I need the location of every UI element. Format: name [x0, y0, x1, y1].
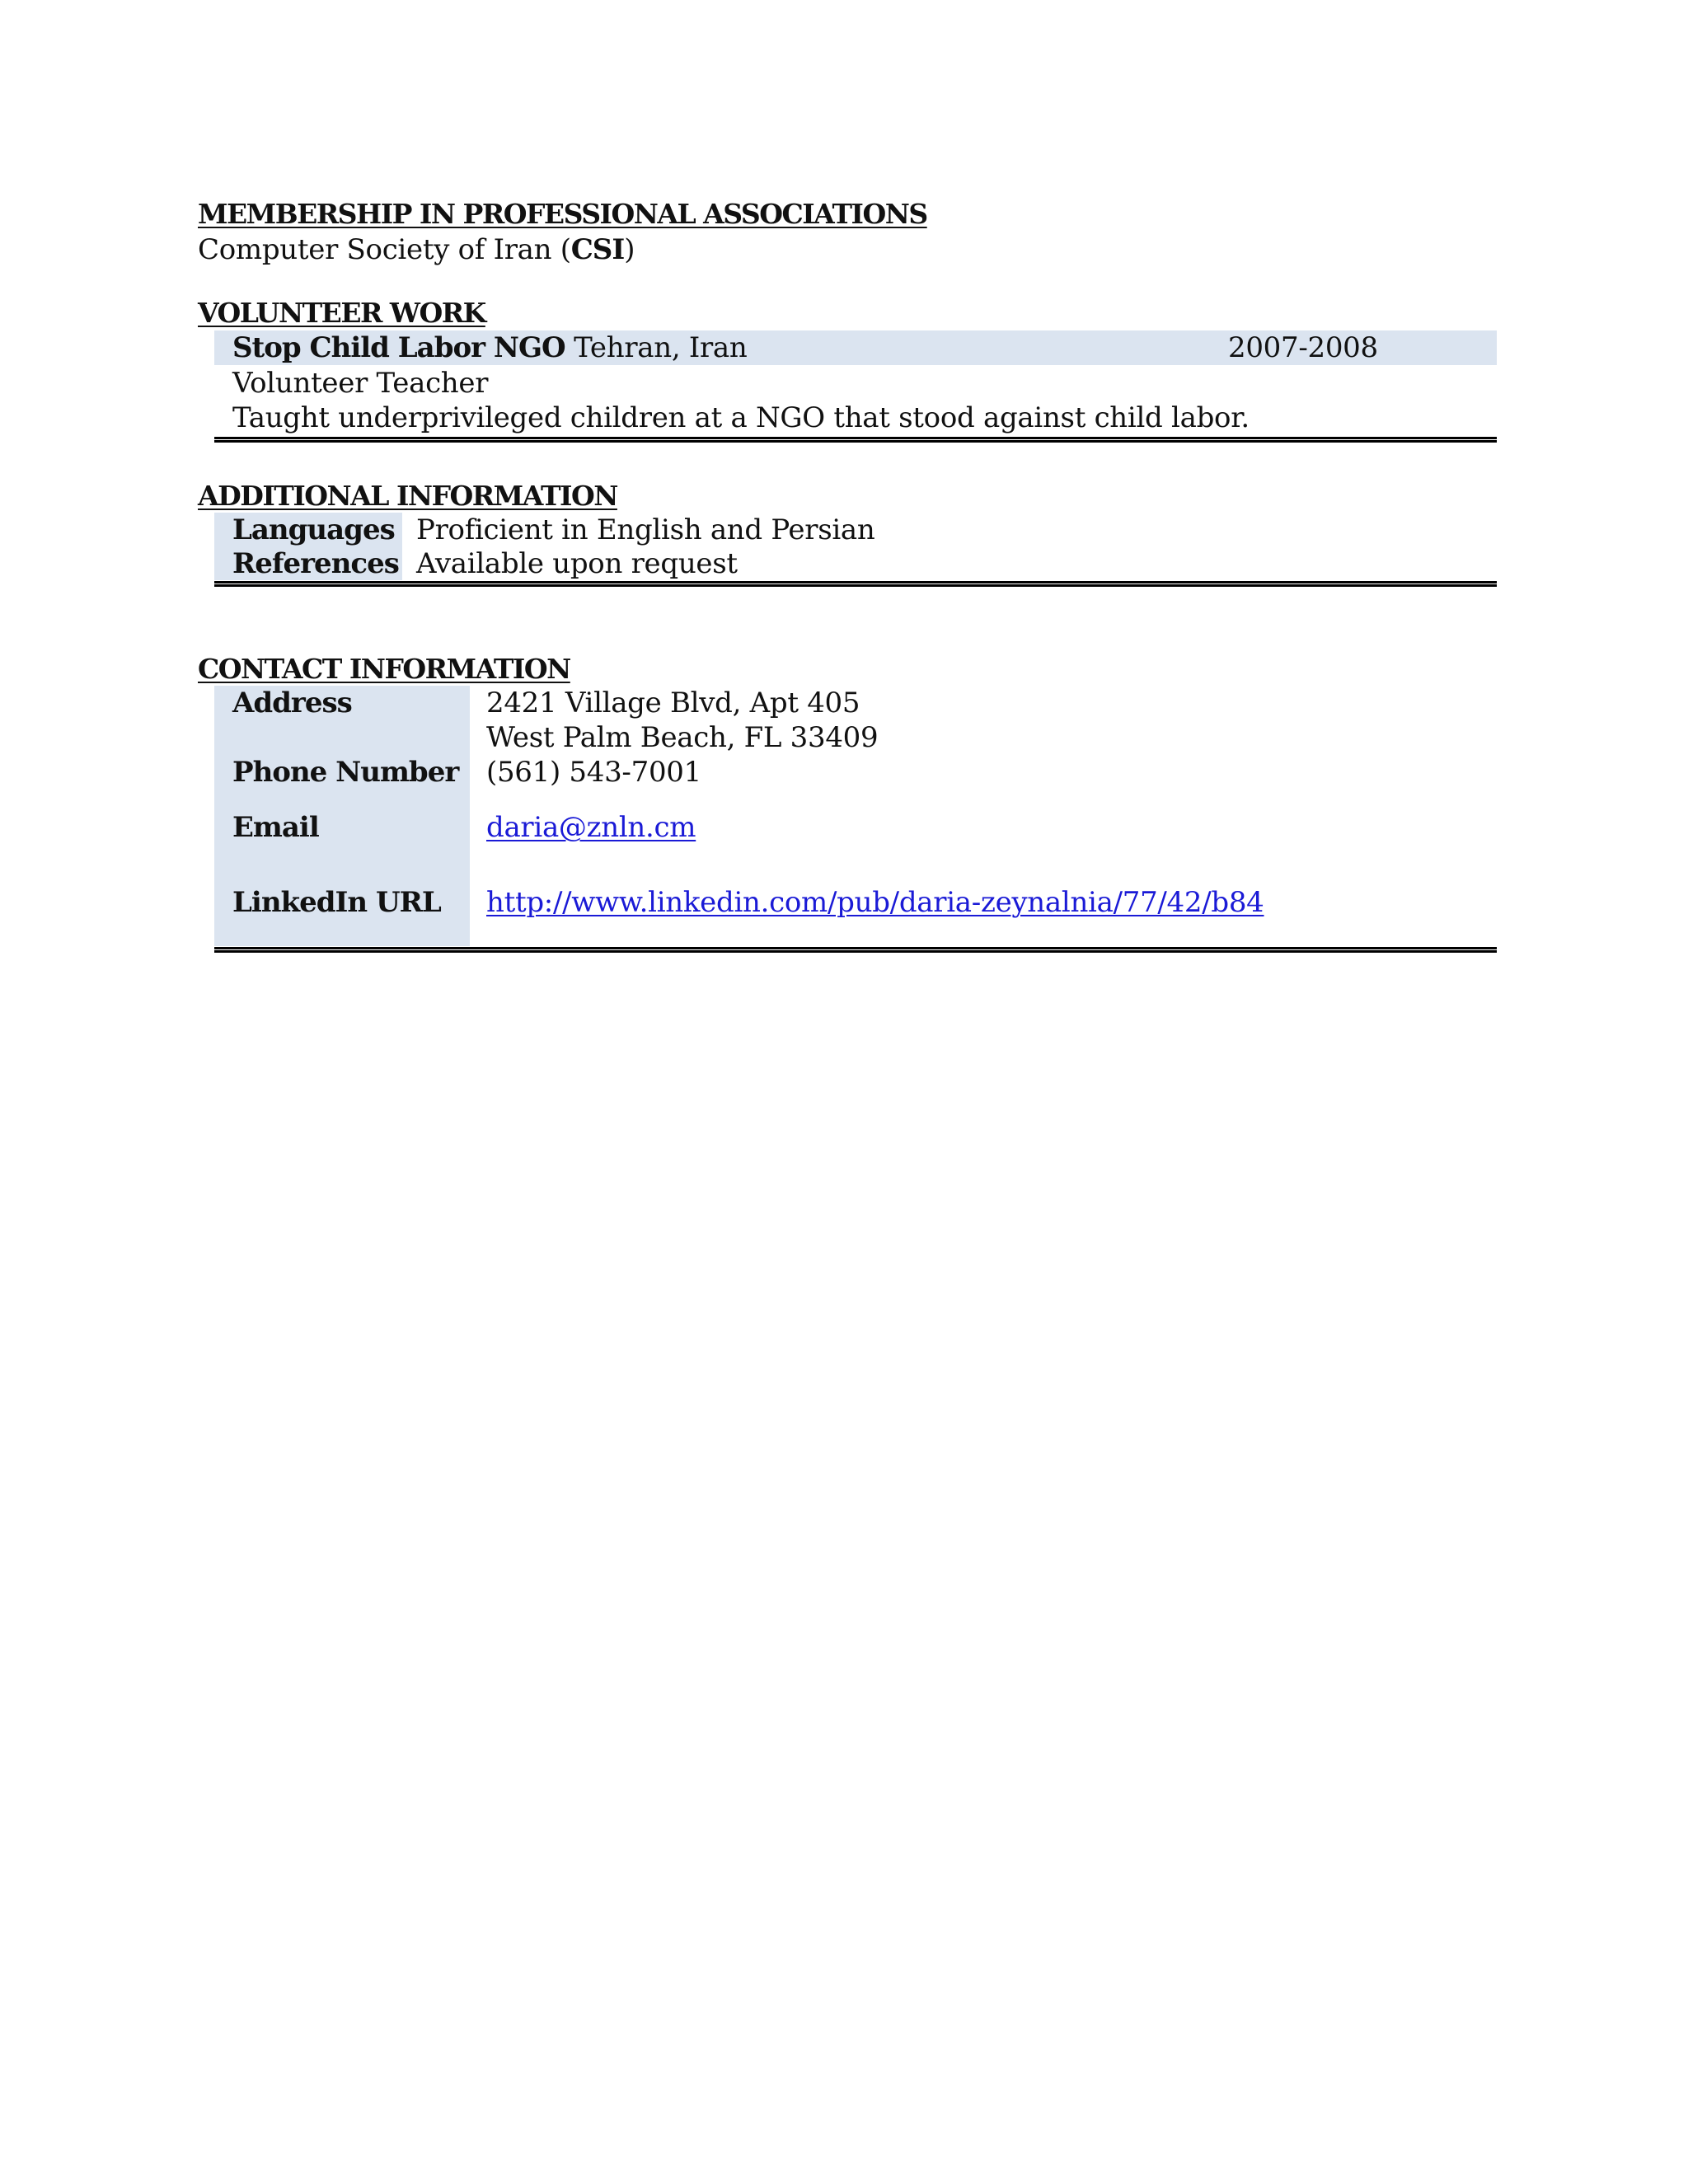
additional-value-languages: Proficient in English and Persian — [416, 513, 875, 546]
contact-label-address: Address — [232, 687, 352, 719]
volunteer-location: Tehran, Iran — [574, 331, 748, 364]
email-link[interactable]: daria@znln.cm — [486, 811, 696, 844]
contact-label-email: Email — [232, 811, 319, 844]
volunteer-org: Stop Child Labor NGO — [232, 331, 565, 364]
additional-label-references: References — [232, 547, 399, 580]
volunteer-org-line — [232, 331, 748, 364]
volunteer-role: Volunteer Teacher — [232, 367, 489, 400]
contact-address-line1: 2421 Village Blvd, Apt 405 — [486, 687, 860, 719]
additional-divider — [214, 581, 1497, 587]
volunteer-heading: VOLUNTEER WORK — [198, 297, 485, 329]
membership-org-prefix: Computer Society of Iran ( — [198, 233, 571, 266]
membership-org-suffix: ) — [624, 233, 635, 266]
contact-linkedin-wrap — [486, 886, 1264, 919]
volunteer-dates: 2007-2008 — [1228, 331, 1378, 364]
contact-heading: CONTACT INFORMATION — [198, 653, 570, 685]
contact-label-linkedin: LinkedIn URL — [232, 886, 441, 919]
contact-email-wrap — [486, 811, 696, 844]
membership-org-abbr: CSI — [570, 233, 625, 266]
linkedin-link[interactable]: http://www.linkedin.com/pub/daria-zeynalnia/77/42/b84 — [486, 886, 1264, 919]
volunteer-divider — [214, 437, 1497, 443]
contact-label-phone: Phone Number — [232, 756, 459, 789]
additional-label-languages: Languages — [232, 513, 395, 546]
contact-phone: (561) 543-7001 — [486, 756, 701, 789]
volunteer-description: Taught underprivileged children at a NGO that stood against child labor. — [232, 401, 1250, 434]
additional-value-references: Available upon request — [416, 547, 738, 580]
membership-entry — [198, 233, 635, 266]
contact-divider — [214, 947, 1497, 953]
contact-address-line2: West Palm Beach, FL 33409 — [486, 721, 879, 754]
additional-heading: ADDITIONAL INFORMATION — [198, 480, 617, 512]
membership-heading: MEMBERSHIP IN PROFESSIONAL ASSOCIATIONS — [198, 198, 927, 230]
